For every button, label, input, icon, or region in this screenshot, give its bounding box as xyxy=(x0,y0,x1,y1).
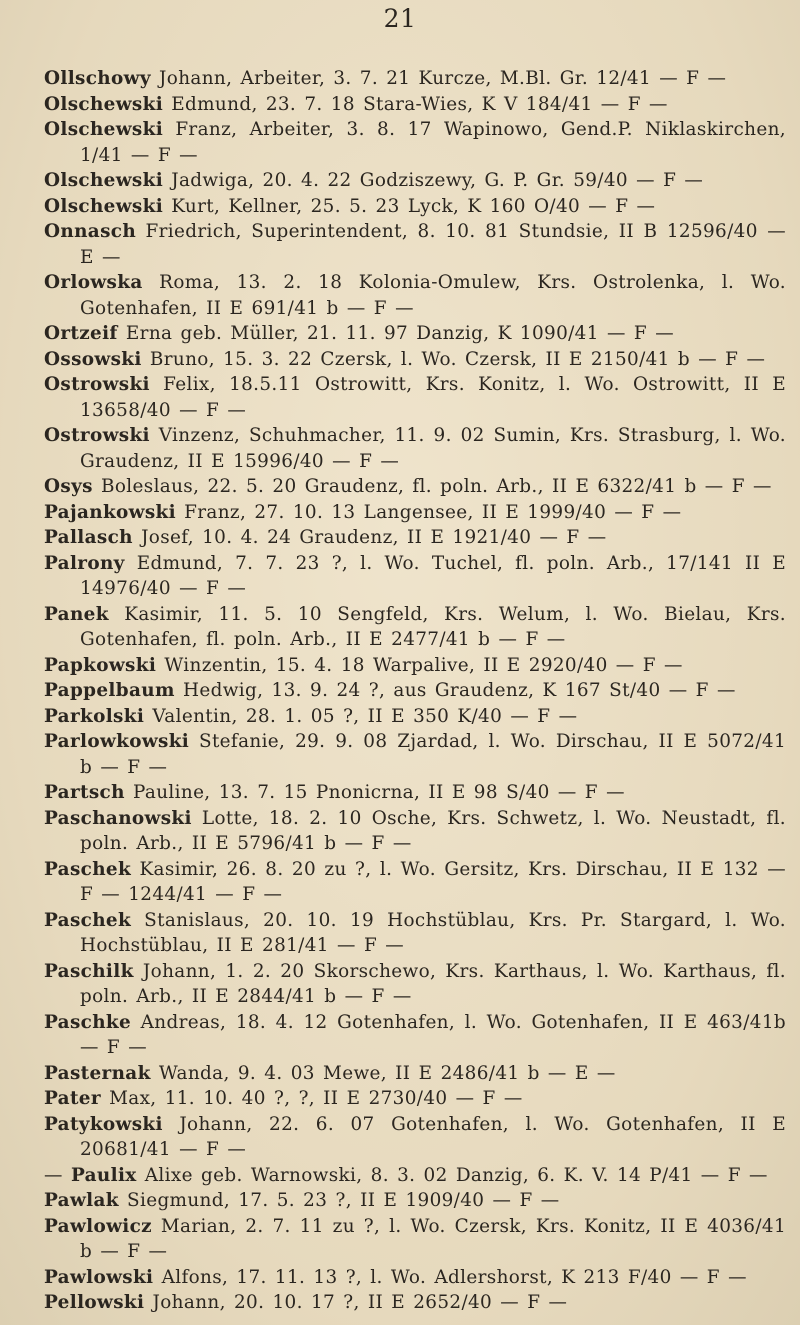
list-item xyxy=(44,602,786,653)
entry-surname: Olschewski xyxy=(44,93,164,115)
entry-details: Bruno, 15. 3. 22 Czersk, l. Wo. Czersk, II E 2150/41 b — F — xyxy=(141,348,766,370)
list-item xyxy=(44,1010,786,1061)
entry-details: Hedwig, 13. 9. 24 ?, aus Graudenz, K 167 St/40 — F — xyxy=(174,680,736,701)
entry-surname: Parlowkowski xyxy=(44,731,190,752)
entry-details: Wanda, 9. 4. 03 Mewe, II E 2486/41 b — E — xyxy=(150,1062,616,1084)
entry-details: Friedrich, Superintendent, 8. 10. 81 Stundsie, II B 12596/40 — E — xyxy=(80,221,786,268)
entry-surname: Pawlowski xyxy=(44,1266,154,1288)
entry-details: Vinzenz, Schuhmacher, 11. 9. 02 Sumin, Krs. Strasburg, l. Wo. Graudenz, II E 15996/40 — F — xyxy=(80,425,786,472)
entry-surname: Pater xyxy=(44,1088,101,1109)
entry-prefix: — xyxy=(44,1164,71,1186)
entry-details: Alixe geb. Warnowski, 8. 3. 02 Danzig, 6. K. V. 14 P/41 — F — xyxy=(136,1164,768,1186)
entry-surname: Ollschowy xyxy=(44,68,151,89)
entry-details: Franz, 27. 10. 13 Langensee, II E 1999/40 — F — xyxy=(175,501,682,523)
entry-details: Jadwiga, 20. 4. 22 Godziszewy, G. P. Gr. 59/40 — F — xyxy=(163,170,704,191)
entry-surname: Orlowska xyxy=(44,272,143,293)
entry-surname: Olschewski xyxy=(44,119,164,140)
entry-surname: Pasternak xyxy=(44,1062,151,1084)
entry-surname: Paulix xyxy=(70,1164,137,1186)
list-item xyxy=(44,92,786,118)
entry-surname: Paschanowski xyxy=(44,807,192,829)
entry-surname: Paschke xyxy=(44,1011,132,1033)
entry-details: Valentin, 28. 1. 05 ?, II E 350 K/40 — F — xyxy=(144,705,578,727)
list-item xyxy=(44,525,786,551)
list-item xyxy=(44,474,786,500)
entry-surname: Pappelbaum xyxy=(44,680,175,701)
entry-details: Roma, 13. 2. 18 Kolonia-Omulew, Krs. Ostrolenka, l. Wo. Gotenhafen, II E 691/41 b — F — xyxy=(80,272,786,319)
entry-surname: Ostrowski xyxy=(44,374,150,395)
entry-details: Erna geb. Müller, 21. 11. 97 Danzig, K 1090/41 — F — xyxy=(117,323,674,344)
list-item xyxy=(44,117,786,168)
list-item xyxy=(44,1061,786,1087)
entry-surname: Pawlak xyxy=(44,1190,119,1211)
list-item xyxy=(44,678,786,704)
list-item xyxy=(44,1290,786,1316)
entry-details: Kasimir, 26. 8. 20 zu ?, l. Wo. Gersitz, Krs. Dirschau, II E 132 — F — 1244/41 — F — xyxy=(80,858,786,905)
list-item xyxy=(44,780,786,806)
list-item xyxy=(44,653,786,679)
list-item xyxy=(44,704,786,730)
entry-surname: Onnasch xyxy=(44,221,137,242)
entry-details: Edmund, 23. 7. 18 Stara-Wies, K V 184/41 — F — xyxy=(163,93,668,115)
entry-details: Johann, 1. 2. 20 Skorschewo, Krs. Karthaus, l. Wo. Karthaus, fl. poln. Arb., II E 2844/41 b — F — xyxy=(80,960,786,1007)
list-item xyxy=(44,168,786,194)
entry-surname: Parkolski xyxy=(44,705,145,727)
entry-surname: Pajankowski xyxy=(44,501,176,523)
entry-surname: Partsch xyxy=(44,782,125,803)
list-item xyxy=(44,347,786,373)
entry-details: Stefanie, 29. 9. 08 Zjardad, l. Wo. Dirschau, II E 5072/41 b — F — xyxy=(80,731,786,778)
entry-details: Edmund, 7. 7. 23 ?, l. Wo. Tuchel, fl. poln. Arb., 17/141 II E 14976/40 — F — xyxy=(80,552,786,599)
entry-details: Max, 11. 10. 40 ?, ?, II E 2730/40 — F — xyxy=(100,1088,523,1109)
entry-details: Lotte, 18. 2. 10 Osche, Krs. Schwetz, l. Wo. Neustadt, fl. poln. Arb., II E 5796/41 b — F — xyxy=(80,807,786,854)
entry-details: Kasimir, 11. 5. 10 Sengfeld, Krs. Welum, l. Wo. Bielau, Krs. Gotenhafen, fl. poln. Arb., II E 2477/41 b — F — xyxy=(80,603,786,650)
list-item xyxy=(44,857,786,908)
list-item xyxy=(44,270,786,321)
entry-details: Pauline, 13. 7. 15 Pnonicrna, II E 98 S/40 — F — xyxy=(124,782,625,803)
list-item xyxy=(14,1163,786,1189)
entry-surname: Olschewski xyxy=(44,195,164,217)
entry-details: Siegmund, 17. 5. 23 ?, II E 1909/40 — F — xyxy=(118,1190,560,1211)
entry-details: Felix, 18.5.11 Ostrowitt, Krs. Konitz, l. Wo. Ostrowitt, II E 13658/40 — F — xyxy=(80,374,786,421)
entry-surname: Paschek xyxy=(44,858,132,880)
entry-details: Marian, 2. 7. 11 zu ?, l. Wo. Czersk, Krs. Konitz, II E 4036/41 b — F — xyxy=(80,1215,786,1262)
list-item xyxy=(44,423,786,474)
entry-surname: Papkowski xyxy=(44,654,157,676)
list-item xyxy=(44,729,786,780)
list-item xyxy=(44,1188,786,1214)
entry-surname: Ossowski xyxy=(44,348,142,370)
list-item xyxy=(44,1112,786,1163)
entry-surname: Pallasch xyxy=(44,527,133,548)
entry-surname: Panek xyxy=(44,603,109,625)
entry-details: Stanislaus, 20. 10. 19 Hochstüblau, Krs. Pr. Stargard, l. Wo. Hochstüblau, II E 281/41 — F — xyxy=(80,909,786,956)
entry-surname: Paschek xyxy=(44,909,132,931)
list-item xyxy=(44,194,786,220)
entry-surname: Paschilk xyxy=(44,960,134,982)
entry-details: Johann, 22. 6. 07 Gotenhafen, l. Wo. Gotenhafen, II E 20681/41 — F — xyxy=(80,1113,786,1160)
entry-details: Andreas, 18. 4. 12 Gotenhafen, l. Wo. Gotenhafen, II E 463/41b — F — xyxy=(80,1011,786,1058)
entry-surname: Patykowski xyxy=(44,1113,163,1135)
entry-surname: Pellowski xyxy=(44,1292,145,1313)
entry-details: Boleslaus, 22. 5. 20 Graudenz, fl. poln. Arb., II E 6322/41 b — F — xyxy=(92,476,772,497)
entry-details: Johann, Arbeiter, 3. 7. 21 Kurcze, M.Bl. Gr. 12/41 — F — xyxy=(150,68,727,89)
entry-list xyxy=(44,66,786,1316)
list-item xyxy=(44,551,786,602)
list-item xyxy=(44,1086,786,1112)
list-item xyxy=(44,908,786,959)
entry-surname: Osys xyxy=(44,476,93,497)
entry-surname: Pawlowicz xyxy=(44,1215,152,1237)
list-item xyxy=(44,66,786,92)
entry-details: Josef, 10. 4. 24 Graudenz, II E 1921/40 — F — xyxy=(132,527,607,548)
entry-surname: Palrony xyxy=(44,552,125,574)
list-item xyxy=(44,372,786,423)
list-item xyxy=(44,1265,786,1291)
entry-surname: Ortzeif xyxy=(44,323,118,344)
list-item xyxy=(44,321,786,347)
page-number: 21 xyxy=(383,4,417,33)
entry-details: Alfons, 17. 11. 13 ?, l. Wo. Adlershorst, K 213 F/40 — F — xyxy=(153,1266,747,1288)
list-item xyxy=(44,959,786,1010)
list-item xyxy=(44,500,786,526)
entry-details: Franz, Arbeiter, 3. 8. 17 Wapinowo, Gend.P. Niklaskirchen, 1/41 — F — xyxy=(80,119,786,166)
list-item xyxy=(44,806,786,857)
list-item xyxy=(44,1214,786,1265)
entry-details: Winzentin, 15. 4. 18 Warpalive, II E 2920/40 — F — xyxy=(156,654,683,676)
list-item xyxy=(44,219,786,270)
entry-details: Johann, 20. 10. 17 ?, II E 2652/40 — F — xyxy=(144,1292,568,1313)
entry-details: Kurt, Kellner, 25. 5. 23 Lyck, K 160 O/40 — F — xyxy=(163,195,656,217)
entry-surname: Ostrowski xyxy=(44,425,150,446)
entry-surname: Olschewski xyxy=(44,170,164,191)
